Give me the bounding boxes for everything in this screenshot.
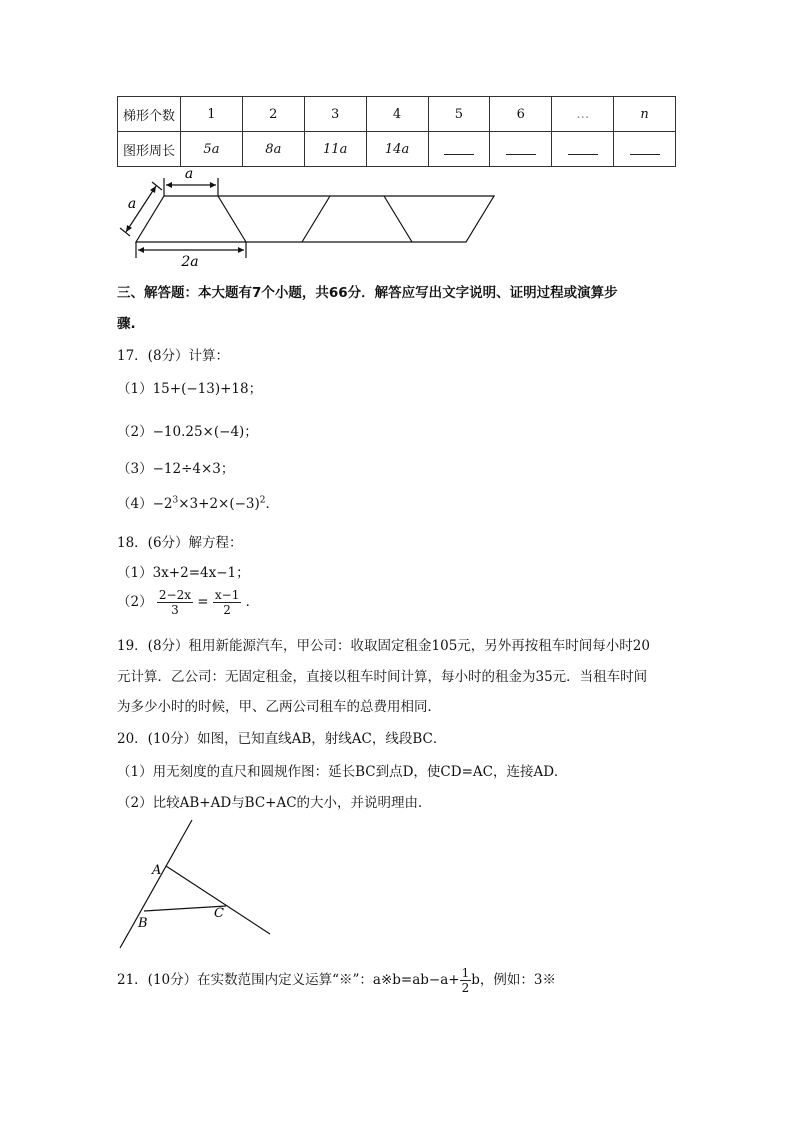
ray-ac [166,866,270,934]
trapezoid-divider [218,196,246,242]
q17-part3: （3）−12÷4×3； [117,461,235,477]
answer-blank-cell[interactable] [614,132,676,167]
label-side-a: a [127,196,137,212]
line-ab [120,820,192,948]
exponent: 3 [172,495,179,506]
label-bottom-2a: 2a [181,254,199,266]
q17-title: 17．(8分）计算： [117,348,230,364]
table-cell: 3 [304,97,366,132]
trapezoid-divider [302,196,330,242]
fraction-numerator: x−1 [214,588,240,602]
table-cell: … [552,97,614,132]
q17-part1: （1）15+(−13)+18； [117,381,263,397]
q21-text-end: b，例如：3※ [471,972,556,988]
table-row [118,132,676,167]
answer-blank-cell[interactable] [428,132,490,167]
fraction [157,588,193,617]
trapezoid-strip-figure [110,166,510,266]
table-header-cell: 图形周长 [118,132,181,167]
fraction-numerator: 2−2x [158,588,191,602]
q20-part2: （2）比较AB+AD与BC+AC的大小，并说明理由． [117,795,432,811]
equals-sign: = [197,594,209,610]
q21-line1 [117,966,677,995]
section-heading: 三、解答题：本大题有7个小题，共66分．解答应写出文字说明、证明过程或演算步 [117,285,618,301]
q17-part4-a: （4）−2 [117,496,173,512]
q18-part2-prefix: （2） [117,594,153,610]
table-cell: 8a [242,132,304,167]
q19-line2: 元计算．乙公司：无固定租金，直接以租车时间计算，每小时的租金为35元．当租车时间 [117,669,648,685]
q18-part2 [117,588,259,617]
exponent: 2 [259,495,266,506]
answer-blank[interactable] [506,142,536,155]
table-header-cell: 梯形个数 [118,97,181,132]
fraction-numerator: 1 [461,966,470,980]
table-cell: 4 [366,97,428,132]
section-heading-cont: 骤. [117,316,136,332]
fraction-denominator: 3 [171,603,179,617]
answer-blank[interactable] [630,142,660,155]
fraction [213,588,241,617]
q20-part1: （1）用无刻度的直尺和圆规作图：延长BC到点D，使CD=AC，连接AD． [117,764,568,780]
answer-blank-cell[interactable] [552,132,614,167]
trapezoid-divider [384,196,412,242]
table-cell: 5a [181,132,243,167]
q18-part2-end: ． [245,594,260,610]
q17-part2: （2）−10.25×(−4)； [117,424,258,440]
answer-blank[interactable] [444,142,474,155]
table-cell: 1 [181,97,243,132]
answer-blank-cell[interactable] [490,132,552,167]
table-cell: 2 [242,97,304,132]
table-cell: 14a [366,132,428,167]
q19-line1: 19．(8分）租用新能源汽车，甲公司：收取固定租金105元，另外再按租车时间每小时20 [117,638,650,654]
q17-part4-c: ． [265,496,280,512]
geometry-figure [110,816,280,952]
table-cell [614,97,676,132]
table-row [118,97,676,132]
q18-title: 18．(6分）解方程： [117,535,243,551]
fraction-denominator: 2 [461,981,470,995]
point-a-label: A [152,863,162,878]
answer-blank[interactable] [568,142,598,155]
table-cell-text: n [640,106,649,122]
q19-line3: 为多少小时的时候，甲、乙两公司租车的总费用相同． [117,699,441,715]
table-cell: 5 [428,97,490,132]
point-b-label: B [138,916,148,931]
q17-part4 [117,492,279,512]
q18-part1: （1）3x+2=4x−1； [117,565,250,581]
strip-outline [136,196,494,242]
q20-title: 20．(10分）如图，已知直线AB，射线AC，线段BC． [117,731,447,747]
point-c-label: C [214,906,224,921]
q21-text: 21．(10分）在实数范围内定义运算“※”：a※b=ab−a+ [117,972,460,988]
table-cell: 11a [304,132,366,167]
perimeter-table [117,96,676,167]
label-top-a: a [184,166,194,182]
table-cell: 6 [490,97,552,132]
fraction-denominator: 2 [223,603,231,617]
fraction [460,966,472,995]
q17-part4-b: ×3+2×(−3) [178,496,260,512]
